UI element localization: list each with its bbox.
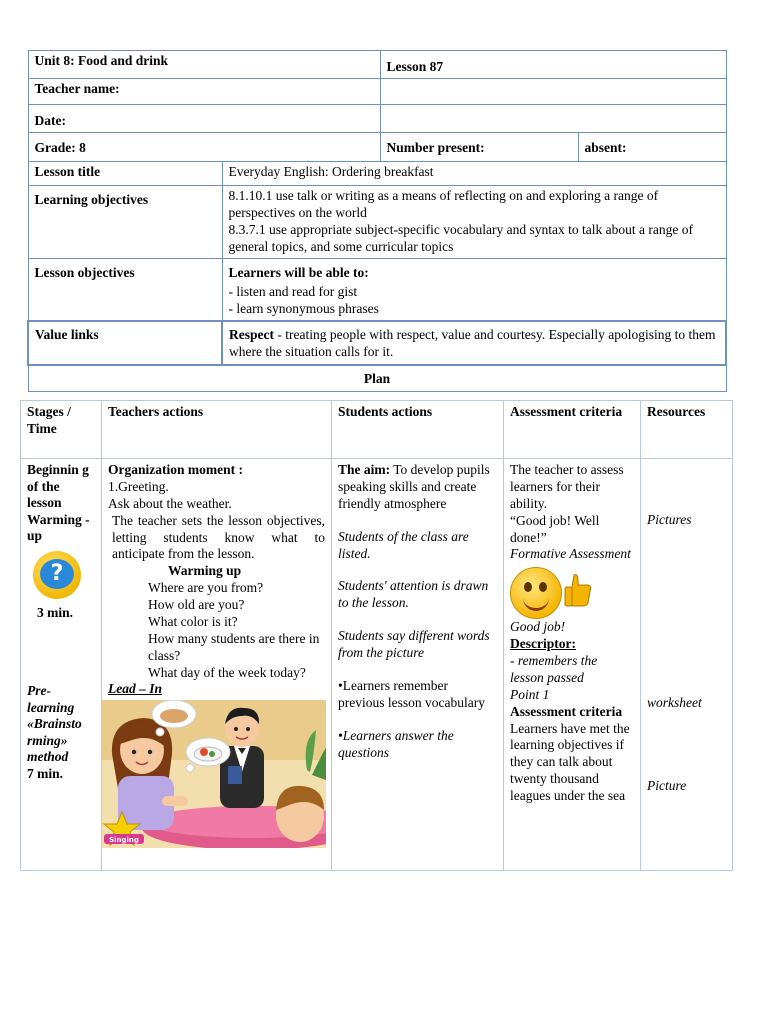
assessment-cell [504, 459, 641, 871]
resource-worksheet: worksheet [647, 694, 702, 710]
weather-text: Ask about the weather. [108, 495, 232, 511]
teacher-name-value [380, 79, 726, 105]
plan-heading: Plan [28, 365, 726, 391]
learning-objective-1: 8.1.10.1 use talk or writing as a means of reflecting on and exploring a range of perspectives on the world [228, 188, 659, 220]
stage-time-1: 3 min. [37, 604, 74, 620]
assessment-header: Assessment criteria [504, 401, 641, 459]
question-item: How many students are there in class? [148, 630, 320, 663]
aim-value: To develop pupils speaking skills and create friendly atmosphere [338, 462, 490, 511]
value-links-label: Value links [28, 321, 222, 365]
students-answer: •Learners answer the questions [338, 727, 454, 760]
descriptor-point: Point 1 [510, 686, 550, 702]
date-value [380, 105, 726, 133]
lesson-objectives-label: Lesson objectives [28, 258, 222, 321]
question-item: Where are you from? [148, 580, 264, 596]
students-header: Students actions [332, 401, 504, 459]
formative-assessment: Formative Assessment [510, 546, 631, 562]
lesson-header-table [27, 50, 727, 392]
grade-cell: Grade: 8 [28, 133, 380, 162]
descriptor-remembers: - remembers the lesson passed [510, 653, 598, 685]
criteria-title: Assessment criteria [510, 703, 623, 719]
resource-picture: Picture [647, 777, 687, 793]
stage-beginning: Beginnin g of the lesson Warming -up [27, 462, 90, 543]
students-listed: Students of the class are listed. [338, 528, 469, 561]
warming-up-title: Warming up [168, 563, 242, 579]
question-item: What day of the week today? [148, 664, 306, 680]
stage-time-2: 7 min. [27, 765, 64, 781]
thumbs-up-icon [564, 573, 592, 607]
stages-header: Stages / Time [21, 401, 102, 459]
descriptor-title: Descriptor: [510, 636, 576, 652]
teachers-header: Teachers actions [102, 401, 332, 459]
org-moment-title: Organization moment : [108, 462, 243, 477]
resources-cell [641, 459, 733, 871]
restaurant-picture [102, 700, 326, 848]
absent-cell: absent: [578, 133, 726, 162]
picture-logo-text: Singing [109, 836, 139, 845]
question-icon: ? [33, 551, 81, 599]
teacher-actions-cell [102, 459, 332, 871]
value-links-value [222, 321, 726, 365]
smiley-icon [510, 567, 562, 619]
students-attention: Students' attention is drawn to the lesson. [338, 578, 489, 611]
good-job-text: Good job! [510, 619, 566, 635]
question-item: How old are you? [148, 597, 245, 612]
good-job-quote: “Good job! Well done!” [510, 512, 600, 545]
plan-table [20, 400, 733, 871]
lesson-number-cell: Lesson 87 [380, 51, 726, 79]
students-actions-cell [332, 459, 504, 871]
teacher-name-cell: Teacher name: [28, 79, 380, 105]
date-cell: Date: [28, 105, 380, 133]
learning-objective-2: 8.3.7.1 use appropriate subject-specific vocabulary and syntax to talk about a range of general topics, and some curricular topics [228, 221, 693, 254]
greeting-text: 1.Greeting. [108, 478, 169, 494]
resource-pictures: Pictures [647, 512, 692, 527]
lesson-title-label: Lesson title [28, 162, 222, 186]
lesson-title-value: Everyday English: Ordering breakfast [222, 162, 726, 186]
lesson-objective-2: - learn synonymous phrases [228, 301, 379, 317]
criteria-text: Learners have met the learning objectives if they can talk about twenty thousand leagues under the sea [510, 720, 630, 803]
value-links-bold: Respect [229, 327, 274, 343]
learning-objectives-label: Learning objectives [28, 186, 222, 259]
objectives-text: The teacher sets the lesson objectives, letting students know what to anticipate from the lesson. [112, 512, 325, 562]
students-say-words: Students say different words from the picture [338, 628, 490, 660]
unit-cell: Unit 8: Food and drink [28, 51, 380, 79]
warming-questions [108, 580, 325, 681]
teacher-assess-text: The teacher to assess learners for their ability. [510, 462, 624, 511]
lesson-objectives-intro: Learners will be able to: [228, 264, 369, 280]
resources-header: Resources [641, 401, 733, 459]
learning-objectives-value [222, 186, 726, 259]
value-links-text: - treating people with respect, value and courtesy. Especially apologising to them where the situation calls for it. [229, 327, 716, 359]
number-present-cell: Number present: [380, 133, 578, 162]
stages-cell [21, 459, 102, 871]
lesson-objective-1: - listen and read for gist [228, 284, 358, 300]
aim-text [338, 462, 497, 513]
students-remember: •Learners remember previous lesson vocabulary [338, 677, 485, 710]
lesson-objectives-value [222, 258, 726, 321]
stage-pre-learning: Pre- learning «Brainsto rming» method [27, 683, 82, 765]
lead-in-title: Lead – In [108, 681, 162, 697]
smiley-thumbs-up-icon [510, 565, 600, 617]
aim-label: The aim: [338, 462, 391, 477]
question-item: What color is it? [148, 613, 238, 629]
